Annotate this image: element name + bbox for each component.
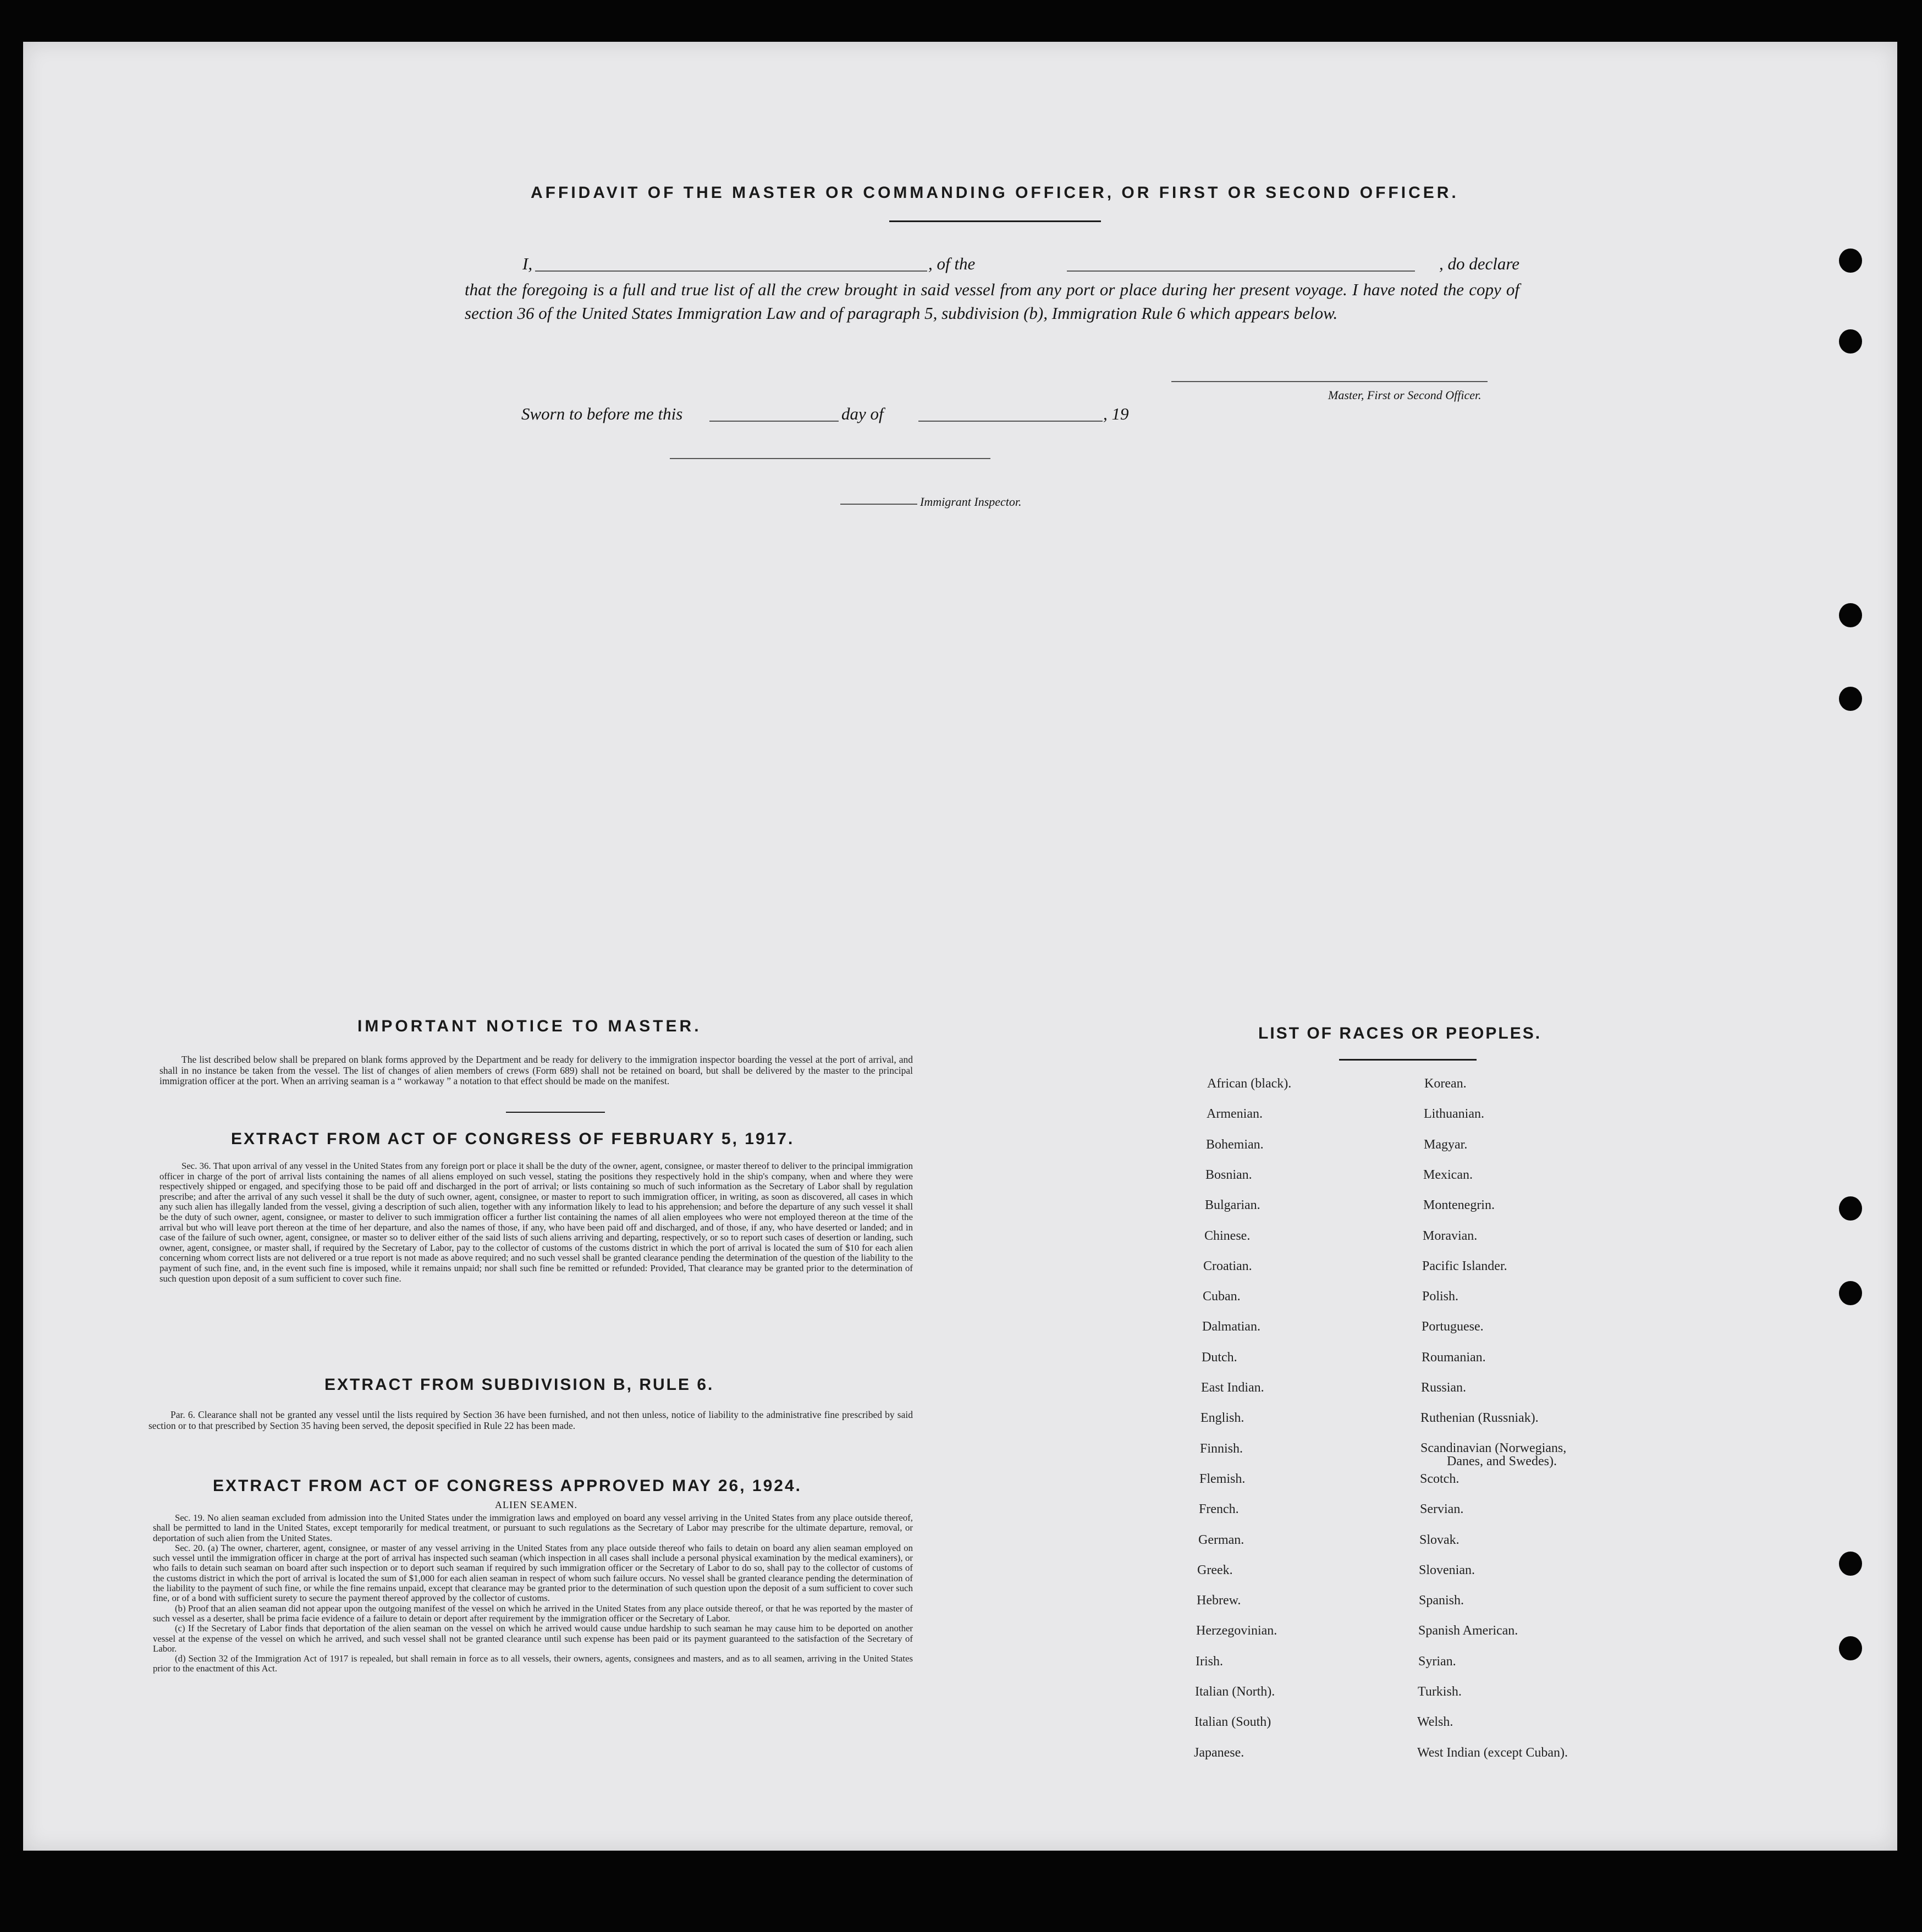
extract-1917-title: EXTRACT FROM ACT OF CONGRESS OF FEBRUARY 5, 1917.	[231, 1130, 795, 1148]
subdivision-body	[148, 1410, 913, 1431]
right-race-item: Ruthenian (Russniak).	[1420, 1411, 1539, 1425]
extract-1924-para-3: (b) Proof that an alien seaman did not appear upon the outgoing manifest of the vessel on which he arrived in the United States from any place outside thereof, or that he was reported by the master of such vessel as a deserter, shall be prima facie evidence of a failure to detain or deport after requirement by the immigration officer or the Secretary of Labor.	[153, 1603, 913, 1624]
left-race-item: Irish.	[1196, 1654, 1223, 1669]
left-race-item: Bohemian.	[1206, 1138, 1264, 1152]
sworn-date-field[interactable]	[709, 421, 839, 422]
affidavit-declaration-line	[465, 254, 1519, 276]
right-race-item: Spanish American.	[1418, 1624, 1518, 1638]
right-race-item: West Indian (except Cuban).	[1417, 1746, 1568, 1760]
extract-1917-text: Sec. 36. That upon arrival of any vessel in the United States from any foreign port or place it shall be the duty of the owner, agent, consignee, or master thereof to deliver to the principal immigration officer in charge of the port of arrival lists containing the names of all aliens employed on such vessel, stating the positions they respectively hold in the ship's company, when and where they were respectively shipped or engaged, and specifying those to be paid off and discharged in the port of arrival; or lists containing so much of such information as the Secretary of Labor shall by regulation prescribe; and after the arrival of any such vessel it shall be the duty of such owner, agent, consignee, or master to report to such immigration officer, in writing, as soon as discovered, all cases in which any such alien has illegally landed from the vessel, giving a description of such alien, together with any information likely to lead to his apprehension; and before the departure of any such vessel it shall be the duty of such owner, agent, consignee, or master to deliver to such immigration officer a further list containing the names of all alien employees who were not employed thereon at the time of the arrival but who will leave port thereon at the time of her departure, and also the names of those, if any, who have been paid off and discharged, and of those, if any, who have deserted or landed; and in case of the failure of such owner, agent, consignee, or master so to deliver either of the said lists of such aliens arriving and departing, respectively, or so to report such cases of desertion or landing, such owner, agent, consignee, or master shall, if required by the Secretary of Labor, pay to the collector of customs of the customs district in which the port of arrival is located the sum of $10 for each alien concerning whom correct lists are not delivered or a true report is not made as above required; and no such vessel shall be granted clearance pending the determination of the question of the liability to the payment of such fine, and, in the event such fine is imposed, while it remains unpaid; nor shall such fine be remitted or refunded: Provided, That clearance may be granted prior to the determination of such question upon deposit of a sum sufficient to cover such fine.	[159, 1161, 913, 1284]
punch-hole	[1839, 249, 1862, 273]
right-race-item: Welsh.	[1417, 1715, 1453, 1729]
left-race-item: German.	[1198, 1533, 1244, 1547]
right-race-item: Servian.	[1420, 1502, 1464, 1516]
affidavit-of-the-label: , of the	[928, 254, 976, 273]
affidavit-title-rule	[889, 220, 1101, 222]
affidavit-i-label: I,	[522, 254, 533, 273]
left-race-item: Herzegovinian.	[1196, 1624, 1277, 1638]
right-race-item: Syrian.	[1418, 1654, 1456, 1669]
affidavit-title: AFFIDAVIT OF THE MASTER OR COMMANDING OFFICER, OR FIRST OR SECOND OFFICER.	[531, 184, 1459, 202]
notice-body-text: The list described below shall be prepared on blank forms approved by the Department and be ready for delivery to the immigration inspector boarding the vessel at the port of arrival, and shall in no instance be taken from the vessel. The list of changes of alien members of crews (Form 689) shall not be retained on board, but shall be delivered by the master to the principal immigration officer at the port. When an arriving seaman is a “ workaway ” a notation to that effect should be made on the manifest.	[159, 1054, 913, 1086]
punch-hole	[1839, 1281, 1862, 1305]
master-name-field[interactable]	[535, 271, 927, 272]
inspector-name-field[interactable]	[840, 504, 917, 505]
punch-hole	[1839, 603, 1862, 627]
sworn-prefix: Sworn to before me this	[521, 404, 683, 423]
subdivision-title: EXTRACT FROM SUBDIVISION B, RULE 6.	[324, 1376, 714, 1394]
left-race-item: East Indian.	[1201, 1381, 1264, 1395]
right-race-item: Scandinavian (Norwegians, Danes, and Swedes).	[1420, 1441, 1567, 1469]
left-race-item: Finnish.	[1200, 1442, 1243, 1456]
extract-1917-body	[159, 1161, 913, 1284]
races-title-rule	[1339, 1059, 1477, 1061]
inspector-signature-field[interactable]	[670, 458, 990, 459]
inspector-label: Immigrant Inspector.	[920, 495, 1022, 509]
punch-hole	[1839, 687, 1862, 711]
affidavit-body	[465, 278, 1519, 325]
left-race-item: African (black).	[1207, 1077, 1292, 1091]
right-race-item: Slovak.	[1419, 1533, 1460, 1547]
extract-1924-para-2: Sec. 20. (a) The owner, charterer, agent, consignee, or master of any vessel arriving in the United States from any place outside thereof who fails to detain on board any alien seaman employed on such vessel until the immigration officer in charge at the port of arrival has inspected such seaman (which inspection in all cases shall include a personal physical examination by the medical examiners), or who fails to detain such seaman on board after such inspection or to deport such seaman if required by such immigration officer or the Secretary of Labor to do so, shall pay to the collector of customs of the customs district in which the port of arrival is located the sum of $1,000 for each alien seaman in respect of whom such failure occurs. No vessel shall be granted clearance pending the determination of the liability to the payment of such fine, or while the fine remains unpaid, except that clearance may be granted prior to the determination of such question upon the deposit of a sum sufficient to cover such fine, or of a bond with sufficient surety to secure the payment thereof approved by the collector of customs.	[153, 1542, 913, 1604]
affidavit-body-text: that the foregoing is a full and true list of all the crew brought in said vessel from any port or place during her present voyage. I have noted the copy of section 36 of the United States Immigration Law and of paragraph 5, subdivision (b), Immigration Rule 6 which appears below.	[465, 280, 1519, 323]
extract-1924-para-1: Sec. 19. No alien seaman excluded from admission into the United States under the immigration laws and employed on board any vessel arriving in the United States from any place outside thereof, shall be permitted to land in the United States, except temporarily for medical treatment, or pursuant to such regulations as the Secretary of Labor may prescribe for the ultimate departure, removal, or deportation of such alien from the United States.	[153, 1513, 913, 1543]
sworn-line	[521, 404, 1154, 426]
left-race-item: Japanese.	[1194, 1746, 1244, 1760]
right-race-item: Korean.	[1424, 1077, 1467, 1091]
sworn-year-label: , 19	[1103, 404, 1129, 423]
right-race-item: Montenegrin.	[1423, 1198, 1495, 1212]
right-race-item: Roumanian.	[1422, 1350, 1486, 1365]
subdivision-text: Par. 6. Clearance shall not be granted any vessel until the lists required by Section 36 have been furnished, and not then unless, notice of liability to the administrative fine prescribed by said section or to that prescribed by Section 35 having been served, the deposit specified in Rule 22 has been made.	[148, 1409, 913, 1431]
left-race-item: Bosnian.	[1205, 1168, 1252, 1182]
left-race-item: English.	[1200, 1411, 1244, 1425]
left-race-item: Chinese.	[1204, 1229, 1251, 1243]
extract-1924-para-4: (c) If the Secretary of Labor finds that deportation of the alien seaman on the vessel on which he arrived would cause undue hardship to such seaman he may cause him to be deported on another vessel at the expense of the vessel on which he arrived, and such vessel shall not be granted clearance until such expense has been paid or its payment guaranteed to the satisfaction of the Secretary of Labor.	[153, 1623, 913, 1654]
left-race-item: Bulgarian.	[1205, 1198, 1260, 1212]
extract-1924-para-5: (d) Section 32 of the Immigration Act of 1917 is repealed, but shall remain in force as to all vessels, their owners, agents, consignees and masters, and as to all seamen, arriving in the United States prior to the enactment of this Act.	[153, 1653, 913, 1674]
sworn-day-label: day of	[841, 404, 884, 423]
punch-hole	[1839, 1196, 1862, 1221]
extract-1924-subtitle: ALIEN SEAMEN.	[495, 1499, 577, 1510]
right-race-item: Pacific Islander.	[1422, 1259, 1507, 1273]
extract-1924-title: EXTRACT FROM ACT OF CONGRESS APPROVED MAY 26, 1924.	[213, 1477, 802, 1495]
sworn-month-field[interactable]	[918, 421, 1103, 422]
affidavit-declare-label: , do declare	[1439, 254, 1519, 273]
master-signature-field[interactable]	[1171, 381, 1488, 382]
right-race-item: Portuguese.	[1422, 1320, 1484, 1334]
right-race-item: Spanish.	[1419, 1593, 1464, 1608]
punch-hole	[1839, 1552, 1862, 1576]
right-race-item: Magyar.	[1424, 1138, 1468, 1152]
left-race-item: Dalmatian.	[1202, 1320, 1260, 1334]
vessel-name-field[interactable]	[1067, 271, 1415, 272]
left-race-item: Croatian.	[1203, 1259, 1252, 1273]
left-race-item: Armenian.	[1207, 1107, 1263, 1121]
left-race-item: Dutch.	[1202, 1350, 1237, 1365]
left-race-item: Hebrew.	[1197, 1593, 1241, 1608]
punch-hole	[1839, 329, 1862, 354]
right-race-item: Scotch.	[1420, 1472, 1460, 1486]
punch-hole	[1839, 1636, 1862, 1660]
right-race-item: Turkish.	[1418, 1685, 1462, 1699]
right-race-item: Lithuanian.	[1424, 1107, 1484, 1121]
left-race-item: Italian (South)	[1194, 1715, 1271, 1729]
left-race-item: Flemish.	[1199, 1472, 1246, 1486]
races-title: LIST OF RACES OR PEOPLES.	[1258, 1024, 1542, 1042]
right-race-item: Mexican.	[1423, 1168, 1473, 1182]
notice-title: IMPORTANT NOTICE TO MASTER.	[357, 1017, 702, 1035]
races-right-column	[1417, 1077, 1683, 1764]
right-race-item: Moravian.	[1423, 1229, 1478, 1243]
left-race-item: Italian (North).	[1195, 1685, 1275, 1699]
left-race-item: Greek.	[1197, 1563, 1233, 1577]
right-race-item: Polish.	[1422, 1289, 1459, 1304]
notice-body	[159, 1055, 913, 1087]
races-left-column	[1194, 1077, 1416, 1764]
right-race-item: Slovenian.	[1419, 1563, 1475, 1577]
right-race-item: Russian.	[1421, 1381, 1467, 1395]
notice-rule	[506, 1112, 605, 1113]
left-race-item: Cuban.	[1203, 1289, 1241, 1304]
left-race-item: French.	[1199, 1502, 1239, 1516]
master-signature-label: Master, First or Second Officer.	[1328, 388, 1482, 402]
extract-1924-body	[153, 1513, 913, 1674]
